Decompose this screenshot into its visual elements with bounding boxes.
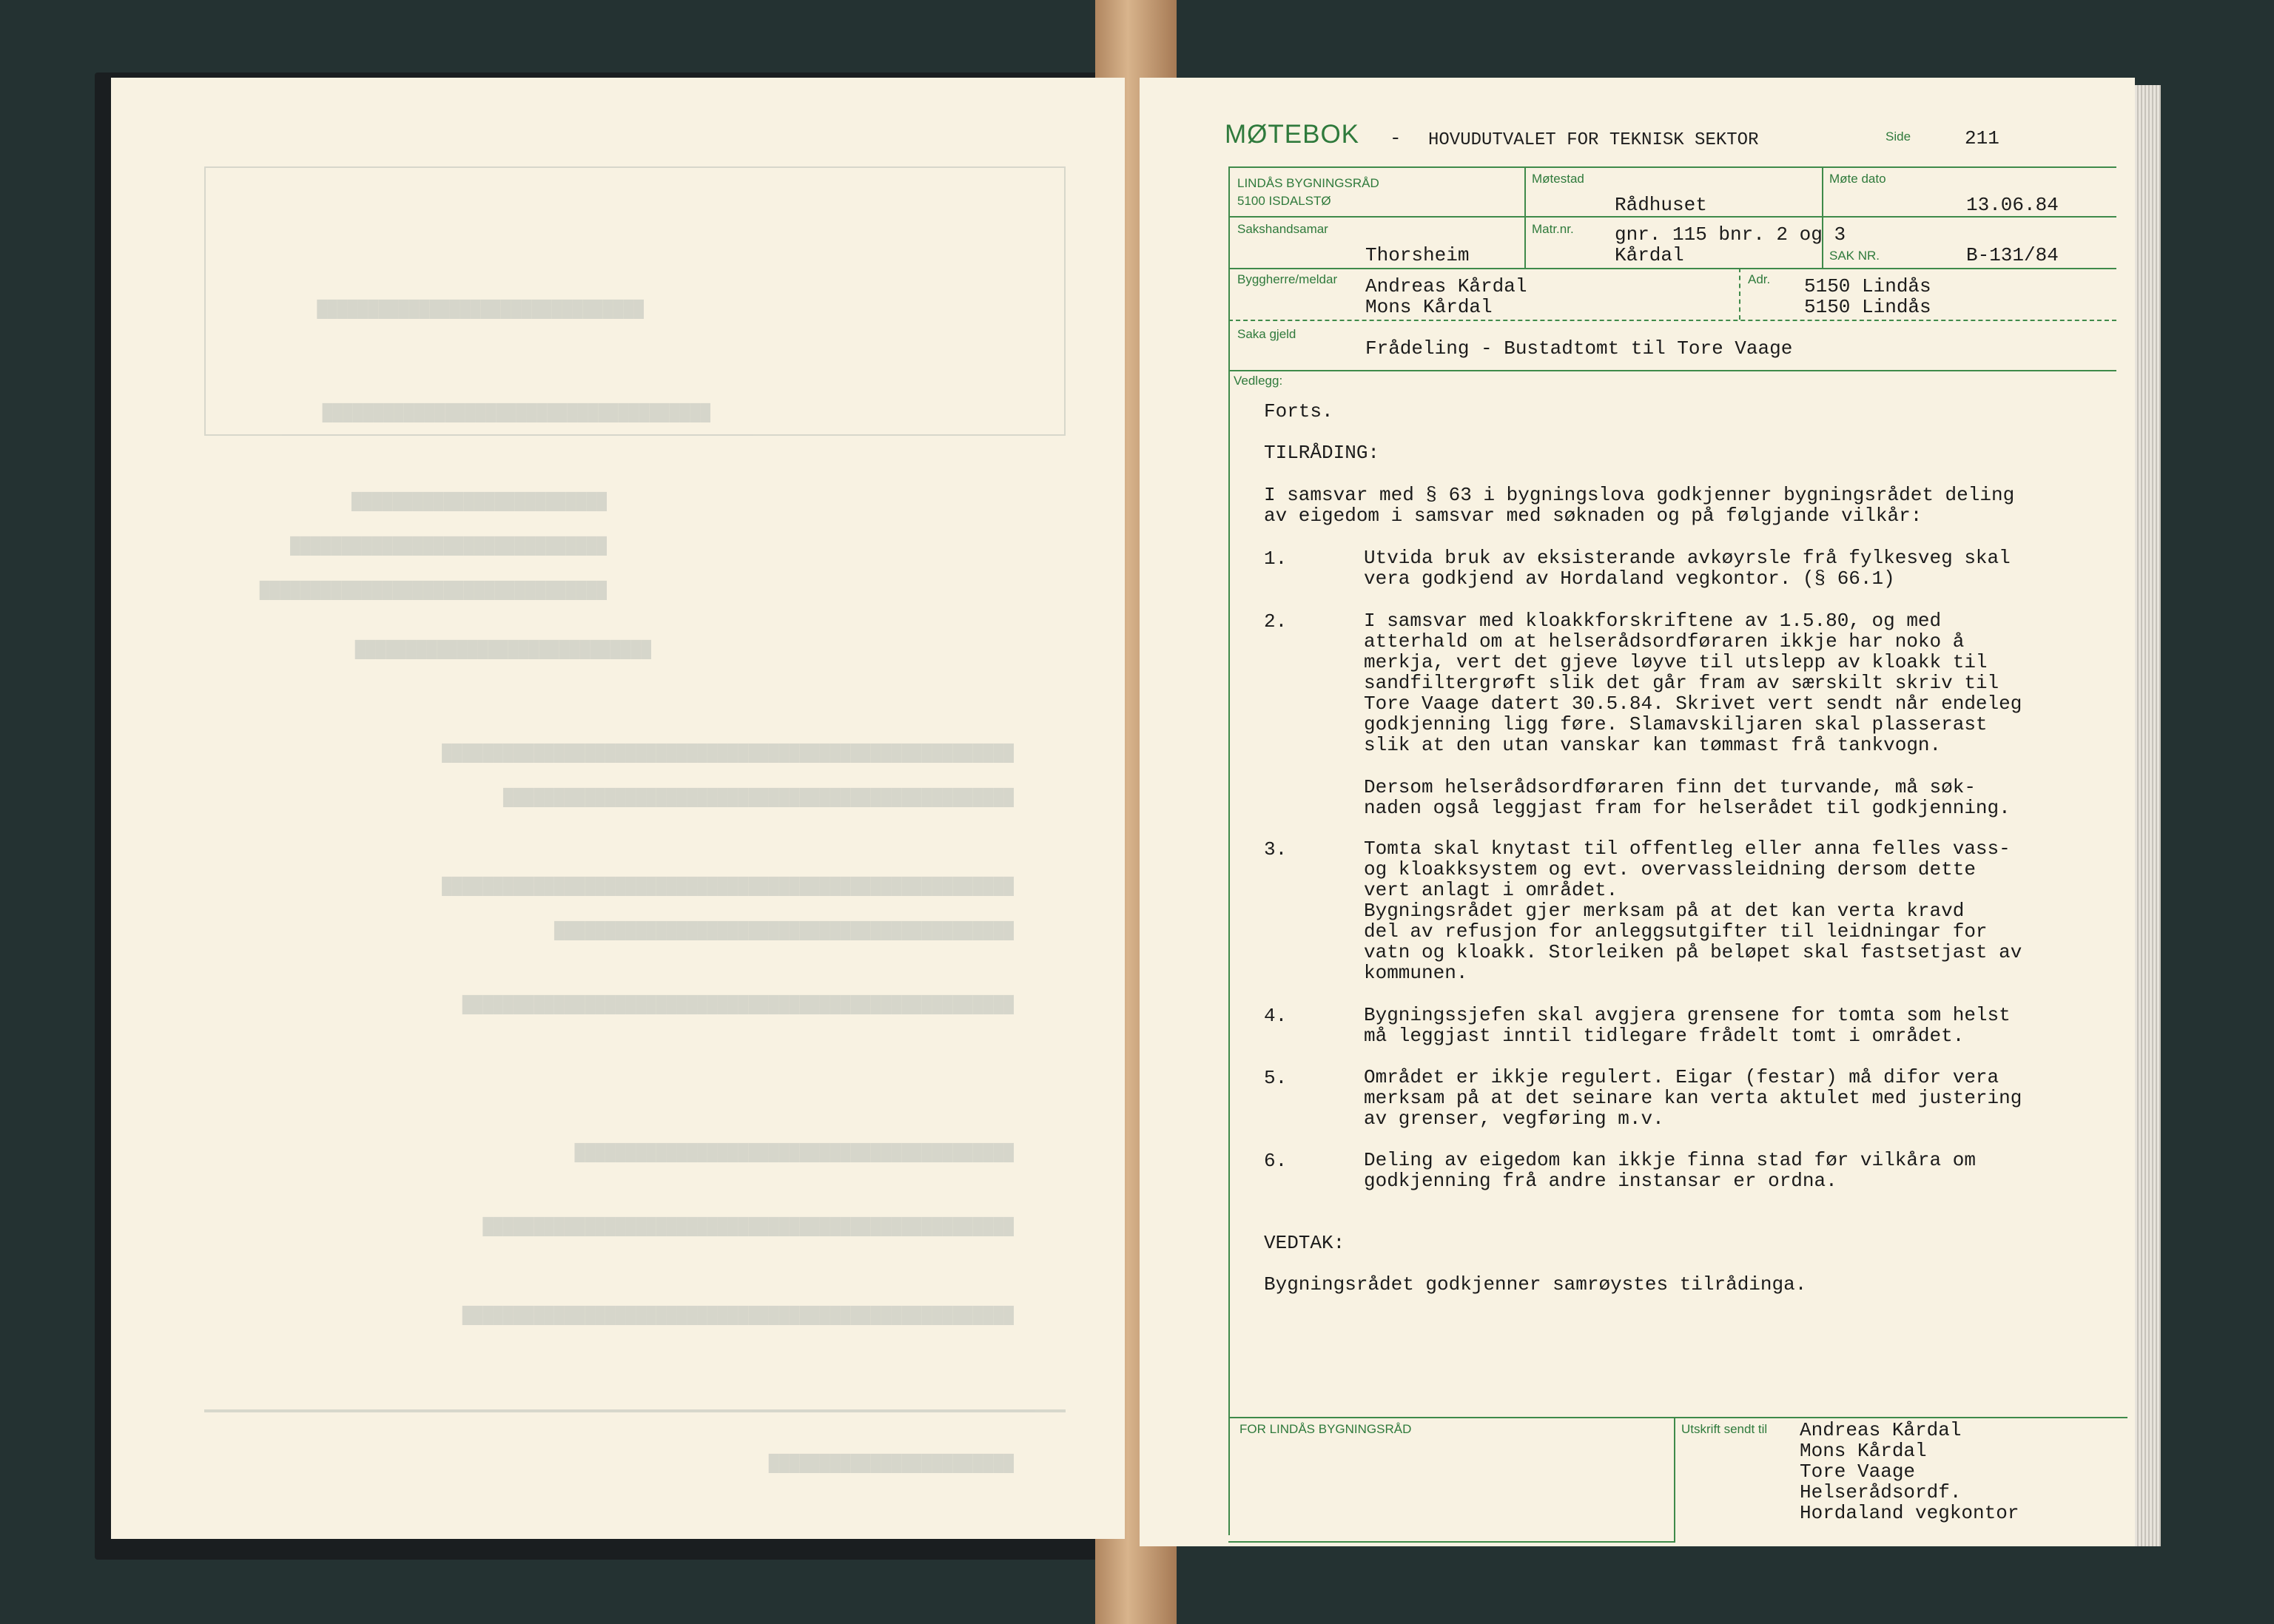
condition-text: Bygningssjefen skal avgjera grensene for tomta som helst må leggjast inntil tidlegare frådelt tomt i området. xyxy=(1364,1004,2011,1047)
condition-number: 4. xyxy=(1264,1005,1288,1027)
footer-col-rule xyxy=(1674,1417,1675,1543)
sakshandsamar-value: Thorsheim xyxy=(1365,244,1470,266)
matr-label: Matr.nr. xyxy=(1532,222,1574,236)
recipient: Tore Vaage xyxy=(1800,1460,1916,1483)
vedtak-text: Bygningsrådet godkjenner samrøystes tilrådinga. xyxy=(1264,1273,1807,1296)
tilrading-heading: TILRÅDING: xyxy=(1264,442,1380,464)
matr-value-line2: Kårdal xyxy=(1615,244,1684,266)
recipient: Helserådsordf. xyxy=(1800,1481,1962,1503)
form-left-border xyxy=(1228,166,1230,1535)
sak-nr-label: SAK NR. xyxy=(1829,249,1880,263)
motestad-value: Rådhuset xyxy=(1615,194,1707,216)
byggherre-label: Byggherre/meldar xyxy=(1237,272,1338,286)
saka-gjeld-value: Frådeling - Bustadtomt til Tore Vaage xyxy=(1365,337,1793,360)
form-row-rule-3 xyxy=(1228,370,2116,371)
bleed-through-decoration: ████████████████████████████████ ██████████████████████████████████████ █████████████████████████ ███████████████████████████████ ██████████████████████████████████ █████████████████████████████ ████████████████████████████████████████████████████████ ██████████████████████████████████████████████████ ████████████████████████████████████████████████████████ █████████████████████████████████████████████ ██████████████████████████████████████████████████████ ███████████████████████████████████████████ ████████████████████████████████████████████████████ ██████████████████████████████████████████████████████ ████████████████████████ xyxy=(111,78,1125,1539)
motestad-label: Møtestad xyxy=(1532,172,1584,186)
condition-number: 2. xyxy=(1264,610,1288,633)
forts-text: Forts. xyxy=(1264,400,1333,422)
byggherre-line2: Mons Kårdal xyxy=(1365,296,1493,318)
condition-number: 3. xyxy=(1264,838,1288,860)
vedlegg-label: Vedlegg: xyxy=(1234,374,1283,388)
adr-divider xyxy=(1739,268,1740,320)
matr-value-line1: gnr. 115 bnr. 2 og 3 xyxy=(1615,223,1846,246)
form-row-rule-1 xyxy=(1228,216,2116,218)
form-dashed-rule xyxy=(1228,320,2116,321)
tilrading-intro: I samsvar med § 63 i bygningslova godkjenner bygningsrådet deling av eigedom i samsvar med søknaden og på følgjande vilkår: xyxy=(1264,484,2015,527)
sakshandsamar-label: Sakshandsamar xyxy=(1237,222,1328,236)
recipient: Mons Kårdal xyxy=(1800,1440,1927,1462)
condition-number: 5. xyxy=(1264,1067,1288,1089)
condition-text: Tomta skal knytast til offentleg eller anna felles vass- og kloakksystem og evt. overvassleidning dersom dette vert anlagt i området. Bygningsrådet gjer merksam på at det kan verta kravd del av refusjon for anleggsutgifter til leidningar for vatn og kloakk. Storleiken på beløpet skal fastsetjast av kommunen. xyxy=(1364,838,2022,984)
utskrift-label: Utskrift sendt til xyxy=(1681,1422,1768,1436)
book-title: MØTEBOK xyxy=(1225,120,1360,149)
adr-line2: 5150 Lindås xyxy=(1804,296,1931,318)
footer-rule xyxy=(1228,1417,2127,1418)
recipient: Andreas Kårdal xyxy=(1800,1419,1962,1441)
byggherre-line1: Andreas Kårdal xyxy=(1365,275,1527,297)
form-col-rule-2 xyxy=(1822,166,1823,268)
adr-label: Adr. xyxy=(1748,272,1771,286)
header-subtitle: HOVUDUTVALET FOR TEKNISK SEKTOR xyxy=(1428,130,1759,150)
recipient: Hordaland vegkontor xyxy=(1800,1502,2019,1524)
header-dash: - xyxy=(1390,127,1402,149)
condition-text: Utvida bruk av eksisterande avkøyrsle frå fylkesveg skal vera godkjend av Hordaland vegkontor. (§ 66.1) xyxy=(1364,547,2011,590)
saka-gjeld-label: Saka gjeld xyxy=(1237,327,1296,341)
form-top-rule xyxy=(1228,166,2116,168)
mote-dato-value: 13.06.84 xyxy=(1966,194,2059,216)
side-label: Side xyxy=(1886,129,1911,144)
page-edges xyxy=(2131,85,2161,1546)
mote-dato-label: Møte dato xyxy=(1829,172,1886,186)
left-page xyxy=(111,78,1125,1539)
form-row-rule-2 xyxy=(1228,268,2116,269)
org-address: 5100 ISDALSTØ xyxy=(1237,194,1331,208)
condition-note: Dersom helserådsordføraren finn det turvande, må søk- naden også leggjast fram for helserådet til godkjenning. xyxy=(1364,776,2011,819)
condition-text: Deling av eigedom kan ikkje finna stad før vilkåra om godkjenning frå andre instansar er ordna. xyxy=(1364,1149,1976,1192)
sak-nr-value: B-131/84 xyxy=(1966,244,2059,266)
for-lindas-label: FOR LINDÅS BYGNINGSRÅD xyxy=(1239,1422,1412,1436)
condition-number: 6. xyxy=(1264,1150,1288,1172)
org-name: LINDÅS BYGNINGSRÅD xyxy=(1237,176,1379,190)
adr-line1: 5150 Lindås xyxy=(1804,275,1931,297)
side-number: 211 xyxy=(1965,127,1999,149)
condition-number: 1. xyxy=(1264,547,1288,570)
condition-text: I samsvar med kloakkforskriftene av 1.5.80, og med atterhald om at helserådsordføraren ikkje har noko å merkja, vert det gjeve løyve til utslepp av kloakk til sandfiltergrøft slik det går fram av særskilt skriv til Tore Vaage datert 30.5.84. Skrivet vert sendt når endeleg godkjenning ligg føre. Slamavskiljaren skal plasserast slik at den utan vanskar kan tømmast frå tankvogn. xyxy=(1364,610,2022,756)
footer-bottom-rule xyxy=(1228,1541,1674,1543)
vedtak-heading: VEDTAK: xyxy=(1264,1232,1345,1254)
form-col-rule-1 xyxy=(1524,166,1526,268)
condition-text: Området er ikkje regulert. Eigar (festar) må difor vera merksam på at det seinare kan verta aktulet med justering av grenser, vegføring m.v. xyxy=(1364,1066,2022,1130)
